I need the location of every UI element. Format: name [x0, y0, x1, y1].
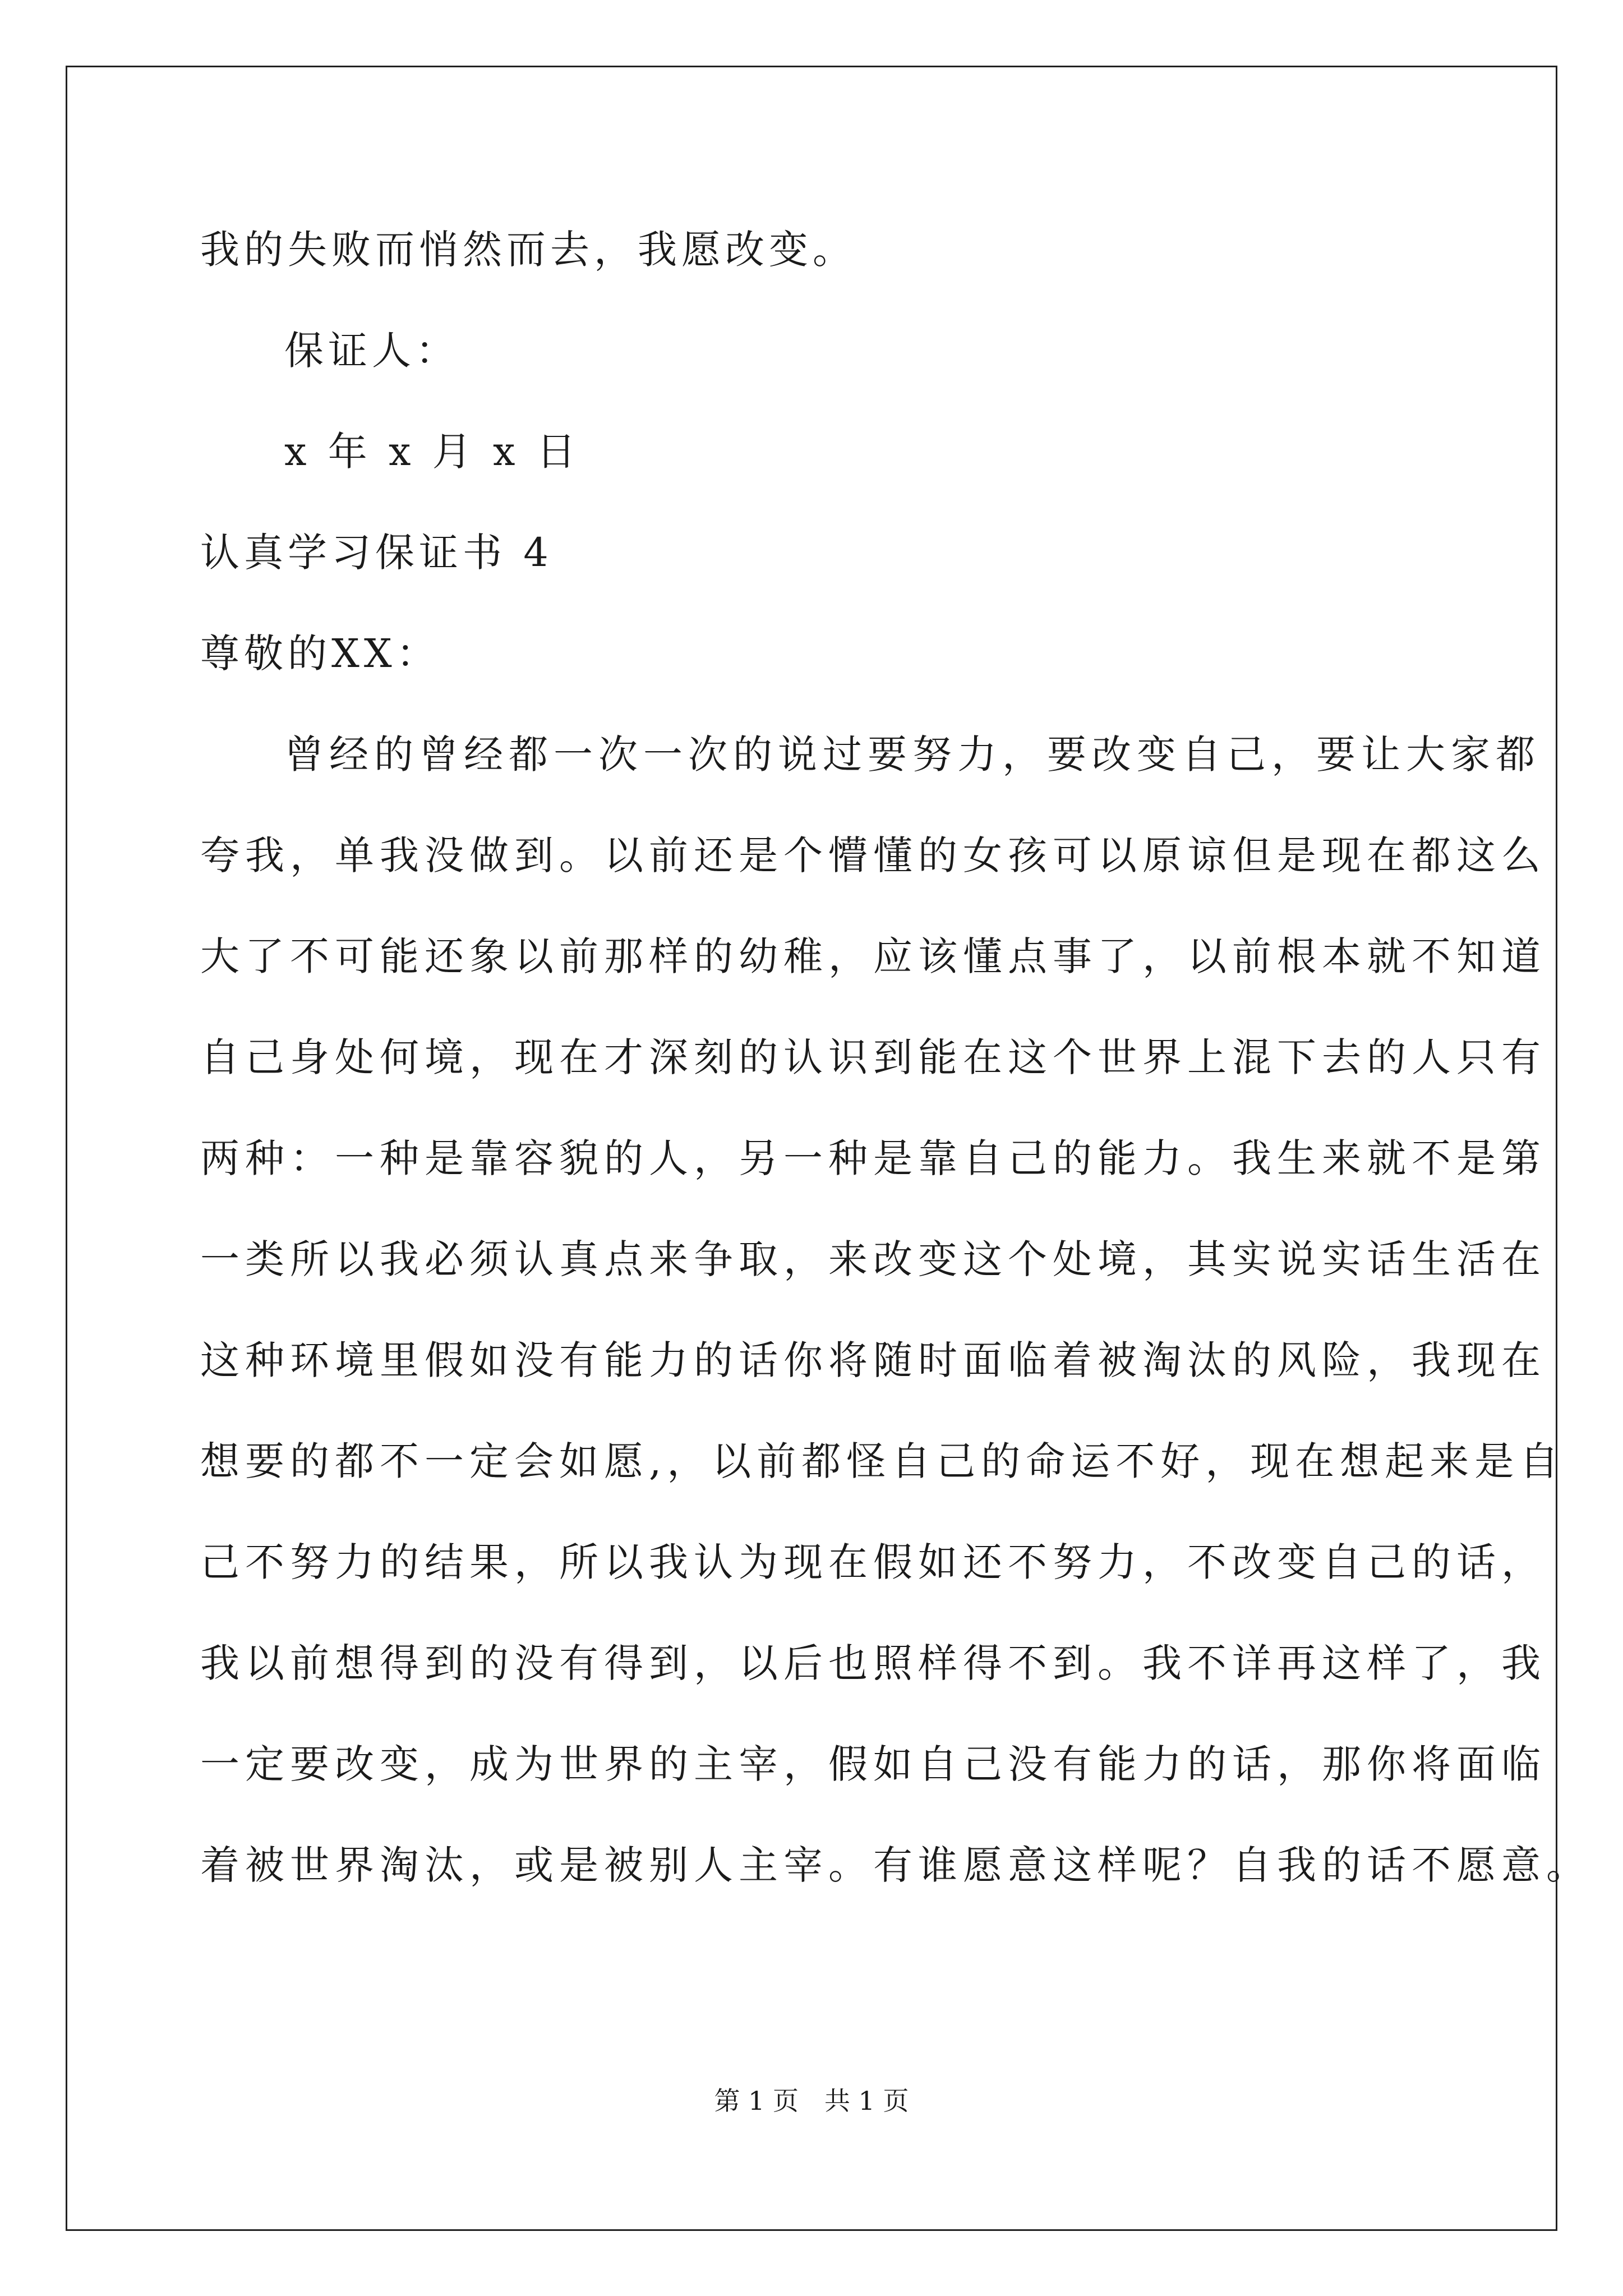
paragraph-line: 想要的都不一定会如愿,，以前都怪自己的命运不好，现在想起来是自	[200, 1438, 1565, 1484]
guarantor-label: 保证人：	[284, 328, 459, 374]
text-line-closing: 我的失败而悄然而去，我愿改变。	[200, 227, 856, 273]
paragraph-line: 大了不可能还象以前那样的幼稚，应该懂点事了，以前根本就不知道	[200, 933, 1546, 979]
document-body	[200, 219, 1591, 1935]
paragraph-line: 我以前想得到的没有得到，以后也照样得不到。我不详再这样了，我	[200, 1640, 1546, 1686]
page-footer: 第 1 页 共 1 页	[714, 2086, 909, 2116]
paragraph	[200, 724, 1591, 1935]
paragraph-line: 这种环境里假如没有能力的话你将随时面临着被淘汰的风险，我现在	[200, 1337, 1546, 1383]
paragraph-line: 自己身处何境，现在才深刻的认识到能在这个世界上混下去的人只有	[200, 1034, 1546, 1080]
paragraph-line: 夸我，单我没做到。以前还是个懵懂的女孩可以原谅但是现在都这么	[200, 832, 1546, 878]
paragraph-line: 两种：一种是靠容貌的人，另一种是靠自己的能力。我生来就不是第	[200, 1135, 1546, 1181]
salutation: 尊敬的XX：	[200, 631, 440, 677]
date-line: x 年 x 月 x 日	[284, 429, 580, 475]
section-title: 认真学习保证书 4	[200, 530, 553, 576]
paragraph-line: 一类所以我必须认真点来争取，来改变这个处境，其实说实话生活在	[200, 1236, 1546, 1282]
paragraph-line: 曾经的曾经都一次一次的说过要努力，要改变自己，要让大家都	[284, 731, 1541, 777]
paragraph-line: 一定要改变，成为世界的主宰，假如自己没有能力的话，那你将面临	[200, 1741, 1546, 1787]
paragraph-line: 己不努力的结果，所以我认为现在假如还不努力，不改变自己的话，	[200, 1539, 1546, 1585]
paragraph-line: 着被世界淘汰，或是被别人主宰。有谁愿意这样呢？自我的话不愿意。	[200, 1842, 1591, 1888]
